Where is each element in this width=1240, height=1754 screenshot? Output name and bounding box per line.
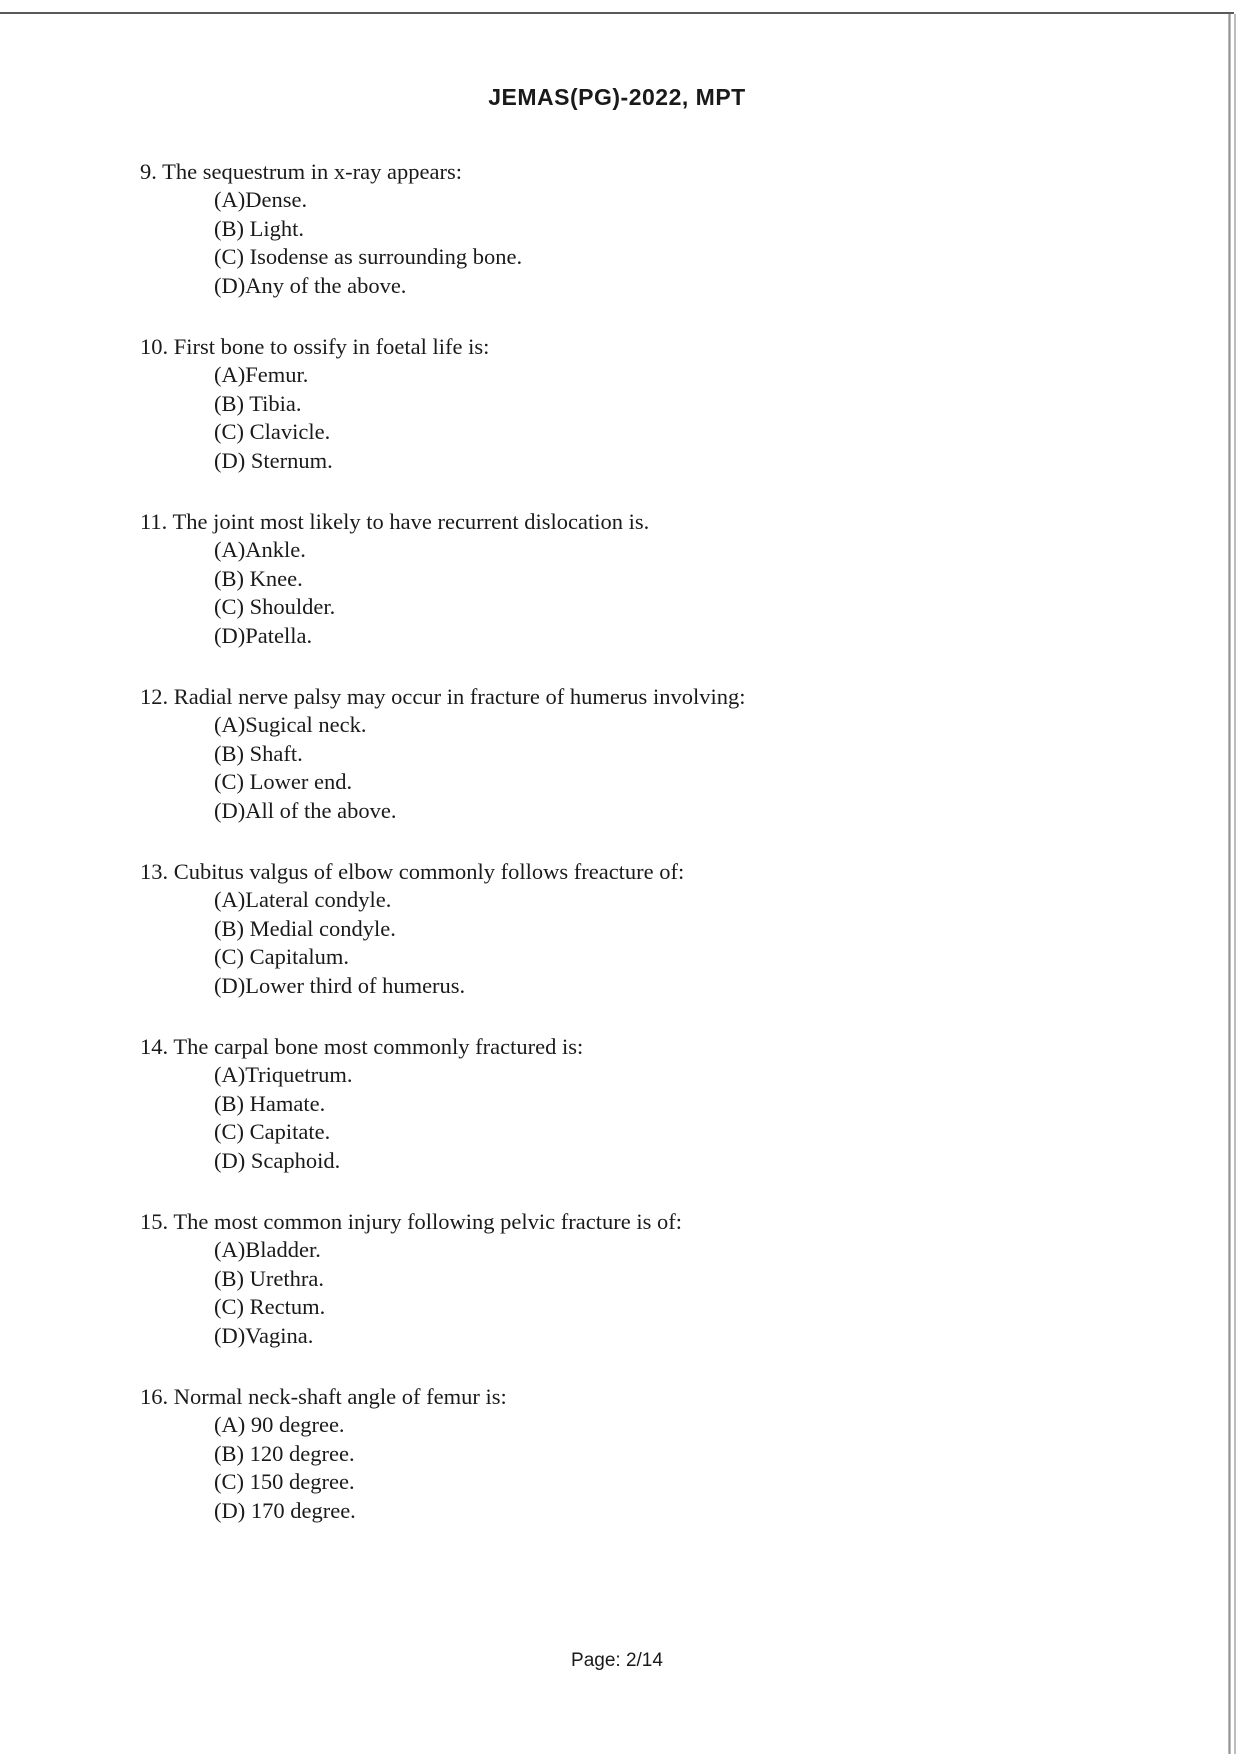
question-15 [140, 1208, 1180, 1383]
option-list [214, 1236, 1180, 1350]
option-c: (C) Isodense as surrounding bone. [214, 244, 523, 269]
option-d: (D) Sternum. [214, 447, 333, 473]
option-a: (A)Triquetrum. [214, 1062, 353, 1087]
question-11 [140, 508, 1180, 683]
option-list [214, 361, 1180, 475]
option-d: (D)All of the above. [214, 797, 397, 823]
question-list [140, 158, 1180, 1558]
option-d: (D)Patella. [214, 622, 313, 648]
option-a: (A)Bladder. [214, 1237, 321, 1262]
question-13 [140, 858, 1180, 1033]
option-list [214, 1411, 1180, 1525]
question-stem: 15. The most common injury following pelvic fracture is of: [140, 1209, 682, 1234]
option-c: (C) Rectum. [214, 1294, 326, 1319]
question-stem: 14. The carpal bone most commonly fractured is: [140, 1034, 584, 1059]
option-c: (C) Clavicle. [214, 419, 331, 444]
scan-right-edge-shadow [1234, 14, 1236, 1754]
question-16 [140, 1383, 1180, 1558]
option-d: (D)Vagina. [214, 1322, 314, 1348]
option-b: (B) Light. [214, 215, 304, 241]
question-stem: 11. The joint most likely to have recurrent dislocation is. [140, 509, 650, 534]
question-12 [140, 683, 1180, 858]
option-b: (B) Hamate. [214, 1090, 326, 1116]
option-a: (A)Sugical neck. [214, 712, 367, 737]
question-stem: 16. Normal neck-shaft angle of femur is: [140, 1384, 507, 1409]
option-a: (A)Ankle. [214, 537, 306, 562]
option-c: (C) Capitalum. [214, 944, 349, 969]
option-b: (B) Medial condyle. [214, 915, 396, 941]
option-b: (B) Tibia. [214, 390, 302, 416]
question-10 [140, 333, 1180, 508]
option-d: (D)Any of the above. [214, 272, 407, 298]
option-a: (A)Dense. [214, 187, 308, 212]
question-stem: 10. First bone to ossify in foetal life is: [140, 334, 490, 359]
option-b: (B) Knee. [214, 565, 303, 591]
option-list [214, 1061, 1180, 1175]
question-stem: 12. Radial nerve palsy may occur in fracture of humerus involving: [140, 684, 746, 709]
option-d: (D) 170 degree. [214, 1497, 356, 1523]
question-stem: 9. The sequestrum in x-ray appears: [140, 159, 462, 184]
scan-right-edge [1228, 14, 1231, 1754]
scan-top-edge [0, 12, 1234, 14]
question-9 [140, 158, 1180, 333]
option-d: (D) Scaphoid. [214, 1147, 341, 1173]
exam-header-title: JEMAS(PG)-2022, MPT [488, 84, 746, 110]
option-a: (A)Femur. [214, 362, 309, 387]
option-list [214, 186, 1180, 300]
question-stem: 13. Cubitus valgus of elbow commonly follows freacture of: [140, 859, 685, 884]
page-number: Page: 2/14 [571, 1650, 663, 1671]
option-a: (A)Lateral condyle. [214, 887, 392, 912]
option-b: (B) Urethra. [214, 1265, 324, 1291]
option-c: (C) Shoulder. [214, 594, 336, 619]
option-b: (B) 120 degree. [214, 1440, 355, 1466]
option-list [214, 886, 1180, 1000]
option-d: (D)Lower third of humerus. [214, 972, 466, 998]
question-14 [140, 1033, 1180, 1208]
option-c: (C) 150 degree. [214, 1469, 355, 1494]
option-list [214, 711, 1180, 825]
option-a: (A) 90 degree. [214, 1412, 345, 1437]
option-c: (C) Capitate. [214, 1119, 331, 1144]
option-b: (B) Shaft. [214, 740, 303, 766]
option-c: (C) Lower end. [214, 769, 353, 794]
option-list [214, 536, 1180, 650]
